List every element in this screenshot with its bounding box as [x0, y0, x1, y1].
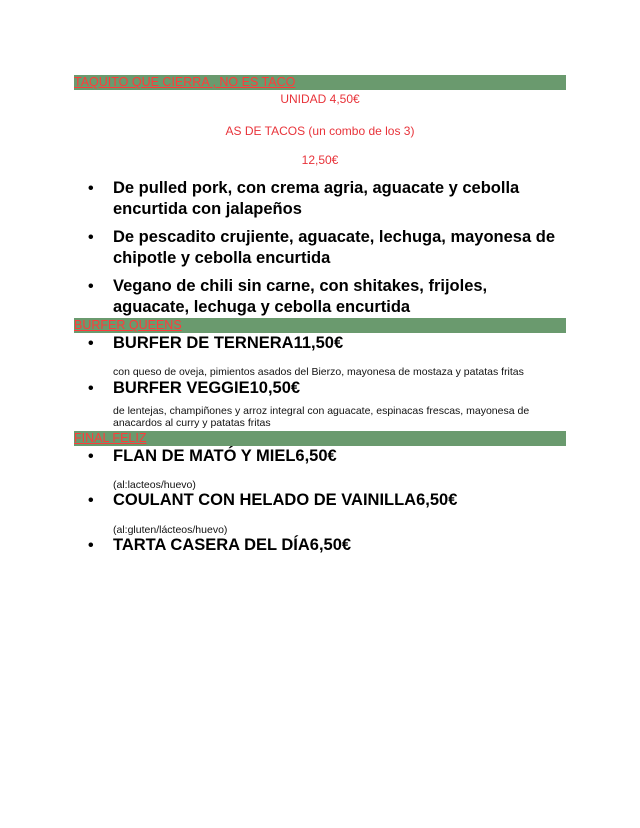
bullet-dot-icon: • — [88, 380, 94, 397]
menu-item-title: Vegano de chili sin carne, con shitakes, frijoles, aguacate, lechuga y cebolla encurtida — [113, 277, 488, 316]
menu-item-desc: con queso de oveja, pimientos asados del Bierzo, mayonesa de mostaza y patatas fritas — [113, 366, 524, 378]
menu-item-desc: de lentejas, champiñones y arroz integral con aguacate, espinacas frescas, mayonesa de anacardos al curry y patatas fritas — [113, 405, 530, 429]
section-heading-burfer: BURFER QUEENS — [74, 318, 182, 332]
menu-item — [88, 446, 558, 468]
bullet-dot-icon: • — [88, 492, 94, 509]
section-heading-final: FINAL FELIZ — [74, 431, 147, 445]
menu-item-title: TARTA CASERA DEL DÍA6,50€ — [113, 536, 352, 554]
bullet-dot-icon: • — [88, 180, 94, 197]
section-heading-bar-burfer — [74, 318, 566, 333]
menu-item-title: BURFER DE TERNERA11,50€ — [113, 334, 344, 352]
menu-item — [88, 535, 558, 557]
unit-price: UNIDAD 4,50€ — [280, 92, 360, 106]
menu-item-title: FLAN DE MATÓ Y MIEL6,50€ — [113, 447, 337, 465]
menu-item-desc: (al:lacteos/huevo) — [113, 479, 196, 491]
menu-item — [88, 276, 558, 320]
bullet-dot-icon: • — [88, 278, 94, 295]
bullet-dot-icon: • — [88, 448, 94, 465]
menu-item-title: COULANT CON HELADO DE VAINILLA6,50€ — [113, 491, 458, 509]
section-heading-bar-taquito — [74, 75, 566, 90]
combo-price: 12,50€ — [301, 153, 339, 167]
menu-item — [88, 490, 558, 512]
menu-item-desc: (al:gluten/lácteos/huevo) — [113, 524, 228, 536]
menu-item — [88, 378, 558, 400]
menu-item — [88, 178, 558, 222]
section-heading-bar-final — [74, 431, 566, 446]
bullet-dot-icon: • — [88, 229, 94, 246]
menu-item — [88, 333, 558, 355]
section-heading-taquito: TAQUITO QUE CIERRA , NO ES TACO — [74, 75, 296, 89]
menu-item-title: De pescadito crujiente, aguacate, lechuga, mayonesa de chipotle y cebolla encurtida — [113, 228, 555, 267]
bullet-dot-icon: • — [88, 335, 94, 352]
menu-item-title: De pulled pork, con crema agria, aguacate y cebolla encurtida con jalapeños — [113, 179, 520, 218]
bullet-dot-icon: • — [88, 537, 94, 554]
menu-item — [88, 227, 558, 271]
combo-label: AS DE TACOS (un combo de los 3) — [225, 124, 415, 138]
menu-item-title: BURFER VEGGIE10,50€ — [113, 379, 301, 397]
